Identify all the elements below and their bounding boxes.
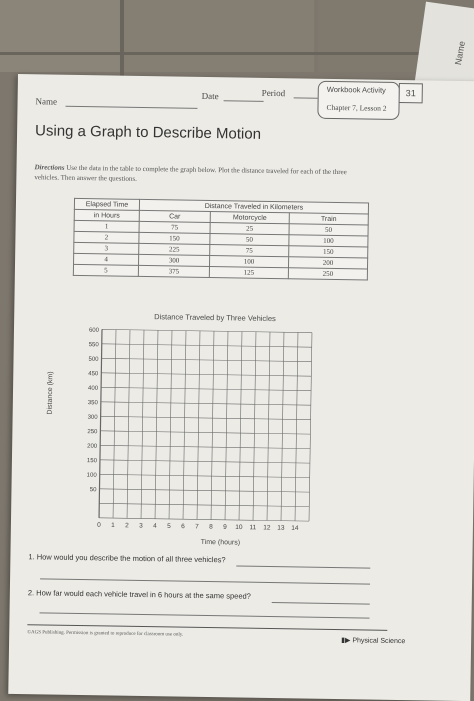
grid-line xyxy=(169,330,172,518)
blank-graph-grid xyxy=(75,321,358,539)
x-tick-label: 2 xyxy=(125,522,129,530)
table-cell: 150 xyxy=(139,232,210,244)
subject-text: Physical Science xyxy=(352,637,406,646)
table-cell: 2 xyxy=(74,231,139,243)
worksheet-page xyxy=(8,74,474,701)
table-cell: 25 xyxy=(210,223,289,235)
table-cell: 50 xyxy=(289,224,368,236)
book-icon: ▮▶ xyxy=(341,637,351,645)
x-tick-label: 10 xyxy=(235,523,243,532)
x-tick-label: 14 xyxy=(291,524,299,532)
question-2: 2. How far would each vehicle travel in 6 hours at the same speed? xyxy=(27,588,251,601)
table-cell: 125 xyxy=(209,267,288,279)
y-tick-label: 400 xyxy=(88,385,99,392)
x-tick-label: 1 xyxy=(111,522,115,530)
grid-line xyxy=(225,331,228,519)
y-tick-label: 50 xyxy=(89,487,97,494)
grid-line xyxy=(101,373,311,376)
table-cell: 225 xyxy=(139,243,210,255)
grid-line xyxy=(99,503,309,506)
table-header-motorcycle: Motorcycle xyxy=(210,212,289,224)
subject-label xyxy=(341,636,405,645)
directions-lead: Directions xyxy=(34,163,65,172)
grid-line xyxy=(141,330,144,518)
table-cell: 50 xyxy=(210,234,289,246)
table-cell: 1 xyxy=(74,220,139,232)
footer-rule xyxy=(27,624,387,631)
name-line xyxy=(65,106,197,109)
y-tick-label: 100 xyxy=(86,472,97,479)
table-cell: 75 xyxy=(210,245,289,257)
table-cell: 100 xyxy=(289,235,368,247)
x-tick-label: 7 xyxy=(195,523,199,531)
grid-line xyxy=(239,332,242,520)
y-tick-label: 350 xyxy=(87,400,98,407)
y-tick-label: 500 xyxy=(88,356,99,363)
y-tick-label: 200 xyxy=(87,443,98,450)
table-cell: 100 xyxy=(209,256,288,268)
x-tick-label: 8 xyxy=(209,523,213,531)
grid-line xyxy=(100,474,310,477)
answer-line xyxy=(272,602,370,605)
grid-line xyxy=(102,329,312,332)
x-tick-label: 9 xyxy=(223,523,227,531)
x-tick-label: 4 xyxy=(153,522,157,530)
grid-line xyxy=(100,460,310,463)
table-cell: 300 xyxy=(139,254,210,266)
x-tick-label: 12 xyxy=(263,524,271,532)
chapter-label: Chapter 7, Lesson 2 xyxy=(326,102,387,113)
y-tick-label: 150 xyxy=(86,458,97,465)
grid-line xyxy=(127,330,130,518)
grid-line xyxy=(309,333,312,521)
data-table xyxy=(73,198,369,281)
workbook-badge xyxy=(317,81,400,120)
date-line xyxy=(224,100,264,102)
question-1: 1. How would you describe the motion of all three vehicles? xyxy=(28,552,226,565)
x-tick-label: 0 xyxy=(97,521,101,529)
table-cell: 5 xyxy=(73,264,138,276)
answer-line xyxy=(236,565,370,568)
directions xyxy=(34,162,354,187)
name-label: Name xyxy=(35,96,58,107)
x-tick-label: 3 xyxy=(139,522,143,530)
graph-y-axis-label: Distance (km) xyxy=(46,371,55,415)
answer-line xyxy=(40,612,370,618)
x-tick-label: 6 xyxy=(181,523,185,531)
y-tick-label: 250 xyxy=(87,429,98,436)
floor-grout xyxy=(120,0,124,80)
grid-line xyxy=(253,332,256,520)
graph-x-axis-label: Time (hours) xyxy=(200,538,241,547)
grid-line xyxy=(100,445,310,448)
workbook-activity-label: Workbook Activity xyxy=(326,84,386,95)
table-cell: 375 xyxy=(138,265,209,277)
graph-title: Distance Traveled by Three Vehicles xyxy=(154,312,276,324)
x-tick-label: 11 xyxy=(249,524,257,532)
y-tick-label: 300 xyxy=(87,414,98,421)
y-tick-label: 550 xyxy=(88,342,99,349)
directions-text: Use the data in the table to complete the graph below. Plot the distance traveled for each of the three vehicles. Then answer the questions. xyxy=(34,163,347,183)
page-title: Using a Graph to Describe Motion xyxy=(34,122,262,143)
floor-tile xyxy=(318,0,428,72)
table-cell: 200 xyxy=(288,257,367,269)
grid-line xyxy=(113,330,116,518)
table-header-time-line1: Elapsed Time xyxy=(85,200,129,209)
grid-line xyxy=(100,431,310,434)
copyright-text: ©AGS Publishing. Permission is granted to reproduce for classroom use only. xyxy=(27,630,184,638)
grid-line xyxy=(197,331,200,519)
grid-line xyxy=(183,331,186,519)
grid-line xyxy=(281,332,284,520)
date-label: Date xyxy=(201,90,219,102)
y-tick-label: 450 xyxy=(88,371,99,378)
grid-line xyxy=(102,358,312,361)
table-cell: 4 xyxy=(74,253,139,265)
table-cell: 250 xyxy=(288,268,367,280)
grid-line xyxy=(101,387,311,390)
grid-line xyxy=(155,330,158,518)
underlying-page-name-label: Name xyxy=(452,40,468,66)
grid-line xyxy=(102,344,312,347)
grid-line xyxy=(295,332,298,520)
answer-line xyxy=(40,578,370,584)
grid-line xyxy=(267,332,270,520)
grid-line xyxy=(211,331,214,519)
period-line xyxy=(294,97,318,98)
table-cell: 150 xyxy=(289,246,368,258)
grid-line xyxy=(101,416,311,419)
floor-grout xyxy=(0,52,474,55)
floor-tile xyxy=(124,0,314,72)
table-header-time-line2: in Hours xyxy=(74,209,139,221)
table-cell: 75 xyxy=(139,221,210,233)
grid-line xyxy=(99,489,309,492)
y-tick-label: 600 xyxy=(88,327,100,334)
period-label: Period xyxy=(261,87,286,99)
grid-line xyxy=(101,402,311,405)
x-tick-label: 13 xyxy=(277,524,285,532)
table-cell: 3 xyxy=(74,242,139,254)
table-header-train: Train xyxy=(289,213,368,225)
grid-line xyxy=(99,518,309,521)
floor-tile xyxy=(0,0,120,72)
grid-line xyxy=(99,329,102,517)
page-number: 31 xyxy=(399,83,423,103)
table-header-distance: Distance Traveled in Kilometers xyxy=(139,199,368,214)
x-tick-label: 5 xyxy=(167,522,171,530)
table-header-car: Car xyxy=(139,210,210,222)
